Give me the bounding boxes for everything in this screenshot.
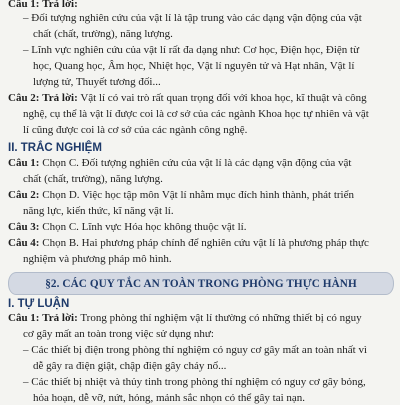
q2-answer-line-1 [8,92,367,105]
essay-bullet-2-line-2: hỏa hoạn, dễ vỡ, nứt, hỏng, mảnh sắc nhọn có thể gây tai nạn. [33,392,306,404]
essay-q1-head: Trả lời: [42,312,78,324]
q1-bullet-2-line-1: – Lĩnh vực nghiên cứu của vật lí rất đa dạng như: Cơ học, Điện học, Điện từ [23,44,360,56]
essay-bullet-1-line-1: – Các thiết bị điện trong phòng thí nghiệm có nguy cơ gây mất an toàn nhất vì [23,344,367,356]
q2-text-1: Vật lí có vai trò rất quan trọng đối với khoa học, kĩ thuật và công [77,92,367,104]
q2-answer-head: Trả lời: [42,92,78,104]
mc-q3-text-1: Chọn C. Lĩnh vực Hóa học không thuộc vật lí. [39,221,247,233]
mc-q2-text-1: Chọn D. Việc học tập môn Vật lí nhằm mục đích hình thành, phát triển [39,189,354,201]
q1-label: Câu 1: [8,0,40,10]
q2-text-3: lí cũng được coi là cơ sở của các ngành công nghệ. [23,124,248,136]
mc-q4-text-2: nghiệm và phương pháp mô hình. [23,253,172,265]
section-title: §2. CÁC QUY TẮC AN TOÀN TRONG PHÒNG THỰC HÀNH [45,277,357,290]
essay-bullet-1-line-2: dễ gây ra điện giật, chập điện gây cháy nổ... [33,360,227,372]
mc-q1-label: Câu 1: [8,157,40,169]
section-title-banner [8,272,394,295]
mc-q1-text-2: chất (chất, trường), năng lượng. [23,173,163,185]
q1-bullet-2-line-3: lượng tử, Thuyết tương đối... [33,76,161,88]
mc-q4-text-1: Chọn B. Hai phương pháp chính để nghiên cứu vật lí là phương pháp thực [39,237,369,249]
mc-q4-line-1 [8,237,369,250]
q1-bullet-2-line-2: học, Quang học, Âm học, Nhiệt học, Vật lí nguyên tử và Hạt nhân, Vật lí [33,60,355,72]
essay-bullet-2-line-1: – Các thiết bị nhiệt và thủy tinh trong phòng thí nghiệm có nguy cơ gây bỏng, [23,376,366,388]
essay-q1-text-1: Trong phòng thí nghiệm vật lí thường có những thiết bị có nguy [77,312,362,324]
q2-label: Câu 2: [8,92,40,104]
q1-answer-head: Trả lời: [42,0,78,10]
mc-q2-label: Câu 2: [8,189,40,201]
essay-q1-label: Câu 1: [8,312,40,324]
mc-q1-text-1: Chọn C. Đối tượng nghiên cứu của vật lí là các dạng vận động của vật [39,157,352,169]
mc-q2-text-2: năng lực, kiến thức, kĩ năng vật lí. [23,205,174,217]
section-heading-essay: I. TỰ LUẬN [8,298,70,310]
mc-q3-label: Câu 3: [8,221,40,233]
q1-bullet-1-line-1: – Đối tượng nghiên cứu của vật lí là tập trung vào các dạng vận động của vật [23,12,362,24]
essay-q1-line-1 [8,312,362,325]
q1-bullet-1-line-2: chất (chất, trường), năng lượng. [33,28,173,40]
mc-q2-line-1 [8,189,354,202]
q1-answer-line [8,0,78,11]
mc-q4-label: Câu 4: [8,237,40,249]
mc-q3-line-1 [8,221,246,234]
section-heading-multiple-choice: II. TRẮC NGHIỆM [8,142,102,154]
mc-q1-line-1 [8,157,351,170]
essay-q1-text-2: cơ gây mất an toàn trong việc sử dụng như: [23,328,214,340]
q2-text-2: nghệ, cụ thể là vật lí được coi là cơ sở của các ngành Khoa học tự nhiên và vật [23,108,369,120]
